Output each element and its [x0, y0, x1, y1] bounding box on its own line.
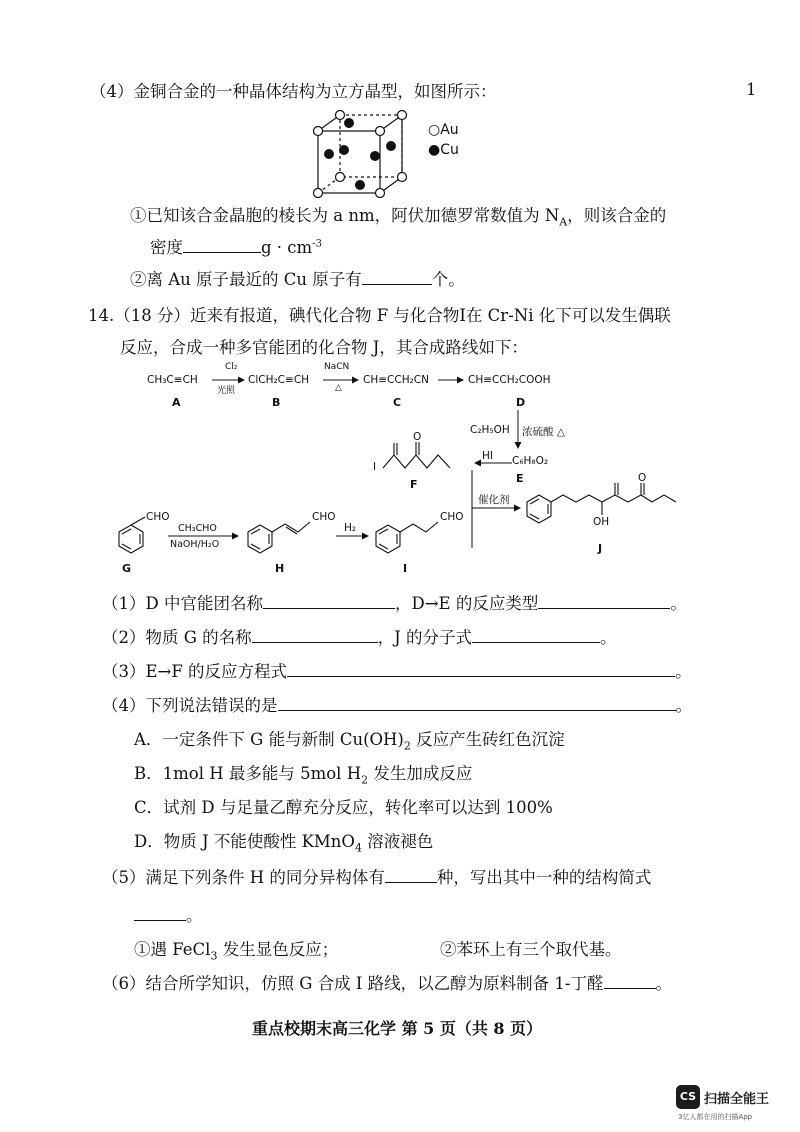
reagent-heat: △ [335, 383, 342, 393]
page-footer: 重点校期末高三化学 第 5 页（共 8 页） [252, 1019, 543, 1038]
answer-blank[interactable] [278, 709, 676, 711]
watermark-title: 扫描全能王 [704, 1092, 770, 1107]
answer-blank[interactable] [472, 641, 600, 643]
label-b: B [272, 396, 281, 409]
label-e: E [516, 472, 524, 485]
compound-c: CH≡CCH₂CN [363, 374, 429, 386]
reagent-cl2: Cl₂ [225, 362, 238, 372]
reagent-catalyst: 催化剂 [478, 494, 510, 506]
answer-blank[interactable] [604, 987, 656, 989]
q13-part4-intro: （4）金铜合金的一种晶体结构为立方晶型，如图所示： [90, 82, 497, 101]
page-corner-mark: 1 [746, 80, 757, 99]
answer-blank[interactable] [134, 919, 186, 921]
legend-au: ○Au [428, 122, 459, 138]
answer-blank[interactable] [385, 881, 437, 883]
option-a: A．一定条件下 G 能与新制 $Cu(OH)_2$ 反应产生砖红色沉淀 [134, 730, 565, 753]
reagent-ch3cho: CH₃CHO [178, 523, 217, 534]
q14-2: （2）物质 G 的名称 ，J 的分子式 。 [102, 628, 617, 647]
q13-sub1-density: 密度 $g \cdot cm^{-3}$ [150, 238, 322, 257]
q14-4: （4）下列说法错误的是 。 [102, 696, 692, 715]
compound-d: CH≡CCH₂COOH [468, 374, 551, 386]
h-cho: CHO [312, 511, 336, 523]
q14-5-condition-2: ②苯环上有三个取代基。 [440, 940, 622, 959]
label-g: G [122, 562, 132, 575]
q14-5-condition-1: ①遇 FeCl$_3$ 发生显色反应； [134, 940, 339, 963]
reagent-hi: HI [482, 450, 493, 462]
compound-a: CH₃C≡CH [147, 374, 198, 386]
answer-blank[interactable] [252, 641, 378, 643]
label-h: H [275, 562, 285, 575]
q14-6: （6）结合所学知识，仿照 G 合成 I 路线，以乙醇为原料制备 1-丁醛 。 [102, 974, 672, 993]
legend-cu: ●Cu [428, 142, 459, 158]
q14-5: （5）满足下列条件 H 的同分异构体有 种，写出其中一种的结构简式 [102, 868, 652, 887]
q14-1: （1）D 中官能团名称 ，D→E 的反应类型 。 [102, 594, 687, 613]
reagent-light: 光照 [217, 386, 236, 396]
option-c: C．试剂 D 与足量乙醇充分反应，转化率可以达到 100% [134, 798, 553, 817]
j-oh: OH [593, 516, 610, 528]
q13-sub2: ②离 Au 原子最近的 Cu 原子有 个。 [130, 270, 465, 289]
answer-blank[interactable] [263, 607, 395, 609]
q14-5-answer-line: 。 [134, 902, 203, 926]
reagent-naoh: NaOH/H₂O [170, 539, 220, 550]
reagent-ethanol: C₂H₅OH [470, 424, 510, 436]
answer-blank[interactable] [538, 607, 670, 609]
label-i: I [403, 562, 408, 575]
label-j: J [598, 542, 603, 555]
q14-header2: 反应，合成一种多官能团的化合物 J，其合成路线如下： [120, 338, 528, 357]
j-carbonyl-o: O [638, 472, 647, 484]
q14-3: （3）E→F 的反应方程式 。 [102, 662, 692, 681]
answer-blank[interactable] [287, 675, 675, 677]
reagent-h2: H₂ [344, 522, 357, 534]
scanner-logo-icon: CS [676, 1085, 700, 1109]
scheme-arrows [0, 0, 800, 560]
q13-sub1: ①已知该合金晶胞的棱长为 a nm，阿伏加德罗常数值为 $N_A$，则该合金的 [130, 206, 667, 229]
option-d: D．物质 J 不能使酸性 KMnO$_4$ 溶液褪色 [134, 832, 434, 855]
g-cho: CHO [146, 511, 170, 523]
option-b: B．1mol H 最多能与 5mol $H_2$ 发生加成反应 [134, 764, 473, 787]
f-iodine: I [373, 461, 377, 473]
compound-e: C₆H₈O₂ [512, 455, 549, 467]
reagent-h2so4: 浓硫酸 △ [522, 426, 565, 438]
f-carbonyl-o: O [413, 431, 422, 443]
label-d: D [516, 396, 526, 409]
label-f: F [410, 478, 418, 491]
compound-b: ClCH₂C≡CH [248, 374, 310, 386]
i-cho: CHO [440, 511, 464, 523]
reagent-nacn: NaCN [324, 362, 350, 372]
q14-header: 14.（18 分）近来有报道，碘代化合物 F 与化合物I在 Cr-Ni 化下可以发生偶联 [88, 306, 671, 325]
label-c: C [393, 396, 402, 409]
label-a: A [172, 396, 181, 409]
watermark-subtitle: 3亿人都在用的扫描App [678, 1113, 753, 1121]
